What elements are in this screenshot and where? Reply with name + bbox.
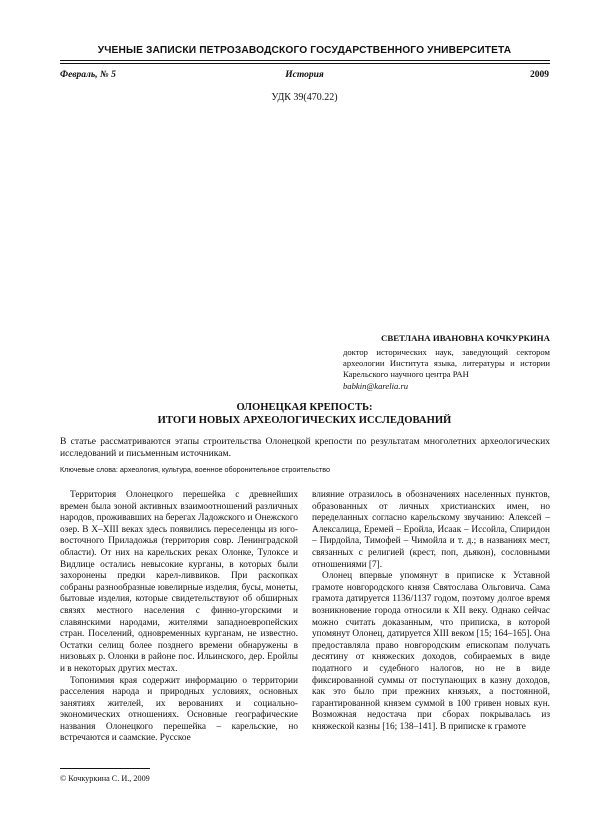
udk-code: УДК 39(470.22) [271, 92, 338, 103]
article-title-line2: ИТОГИ НОВЫХ АРХЕОЛОГИЧЕСКИХ ИССЛЕДОВАНИЙ [157, 415, 452, 426]
issue-label: Февраль, № 5 [60, 70, 116, 80]
footnote-rule [60, 768, 150, 769]
author-affiliation-text: доктор исторических наук, заведующий сектором археологии Института языка, литературы и истории Карельского научного центра РАН [343, 347, 550, 380]
body-paragraph: влияние отразилось в обозначениях населенных пунктов, образованных от личных христианских имен, но переделанных согласно карельскому звучанию: Алексей – Алексалица, Еремей – Еройла, Исаак – Иссойла, Спиридон – Пирдойла, Тимофей – Чимойла и т. д.; в названиях мест, связанных с религией (крест, поп, дьякон), сословными отношениями [7]. [312, 490, 550, 570]
body-paragraph: Топонимия края содержит информацию о территории расселения народа и природных условиях, основных занятиях жителей, их верованиях и социально-экономических отношениях. Основные географические названия Олонецкого перешейка – карельские, но встречаются и саамские. Русское [60, 675, 298, 744]
header-rule-bottom [60, 63, 550, 64]
year-label: 2009 [530, 70, 549, 80]
journal-title: УЧЕНЫЕ ЗАПИСКИ ПЕТРОЗАВОДСКОГО ГОСУДАРСТВЕННОГО УНИВЕРСИТЕТА [97, 45, 512, 56]
keywords: Ключевые слова: археология, культура, военное оборонительное строительство [60, 465, 330, 474]
section-label: История [285, 70, 324, 80]
header-rule-top [60, 60, 550, 61]
body-column-right [312, 490, 550, 733]
body-paragraph: Олонец впервые упомянут в приписке к Уставной грамоте новгородского князя Святослава Ольговича. Сама грамота датируется 1136/1137 годом, поэтому долгое время возникновение города относили к XII веку. Однако сейчас можно считать доказанным, что приписка, в которой упомянут Олонец, датируется XIII веком [15; 164–165]. Она предоставляла право новгородским епископам получать десятину от княжеских доходов, собираемых в виде податного и судебного налогов, но не в виде фиксированной суммы от поступающих в казну доходов, как это было при прежних князьях, а постоянной, гарантированной князем суммой в 100 гривен новых кун. Возможная недостача при сборах покрывалась из княжеской казны [16; 138–141]. В приписке к грамоте [312, 571, 550, 732]
body-column-left [60, 490, 298, 745]
author-block [343, 333, 550, 392]
article-title [0, 401, 609, 427]
author-affiliation [343, 347, 550, 392]
article-title-line1: ОЛОНЕЦКАЯ КРЕПОСТЬ: [236, 402, 373, 413]
abstract: В статье рассматриваются этапы строительства Олонецкой крепости по результатам многолетних археологических исследований и письменным источникам. [60, 436, 550, 459]
author-name: СВЕТЛАНА ИВАНОВНА КОЧКУРКИНА [381, 333, 550, 343]
copyright-notice: © Кочкуркина С. И., 2009 [60, 774, 150, 783]
author-email[interactable]: babkin@karelia.ru [343, 380, 409, 391]
body-paragraph: Территория Олонецкого перешейка с древнейших времен была зоной активных взаимоотношений различных народов, проживавших на берегах Ладожского и Онежского озер. В X–XIII веках здесь появились переселенцы из юго-восточного Приладожья (территория совр. Ленинградской области). От них на карельских реках Олонке, Тулоксе и Видлице остались невысокие курганы, в которых были захоронены предки карел-ливвиков. При раскопках собраны разнообразные ювелирные изделия, бусы, монеты, бытовые изделия, которые свидетельствуют об обширных связях местного населения с финно-угорскими и славянскими народами, жителями западноевропейских стран. Поселений, одновременных курганам, не известно. Остатки селищ более позднего времени обнаружены в низовьях р. Олонки в районе пос. Ильинского, дер. Еройлы и в некоторых других местах. [60, 490, 298, 674]
